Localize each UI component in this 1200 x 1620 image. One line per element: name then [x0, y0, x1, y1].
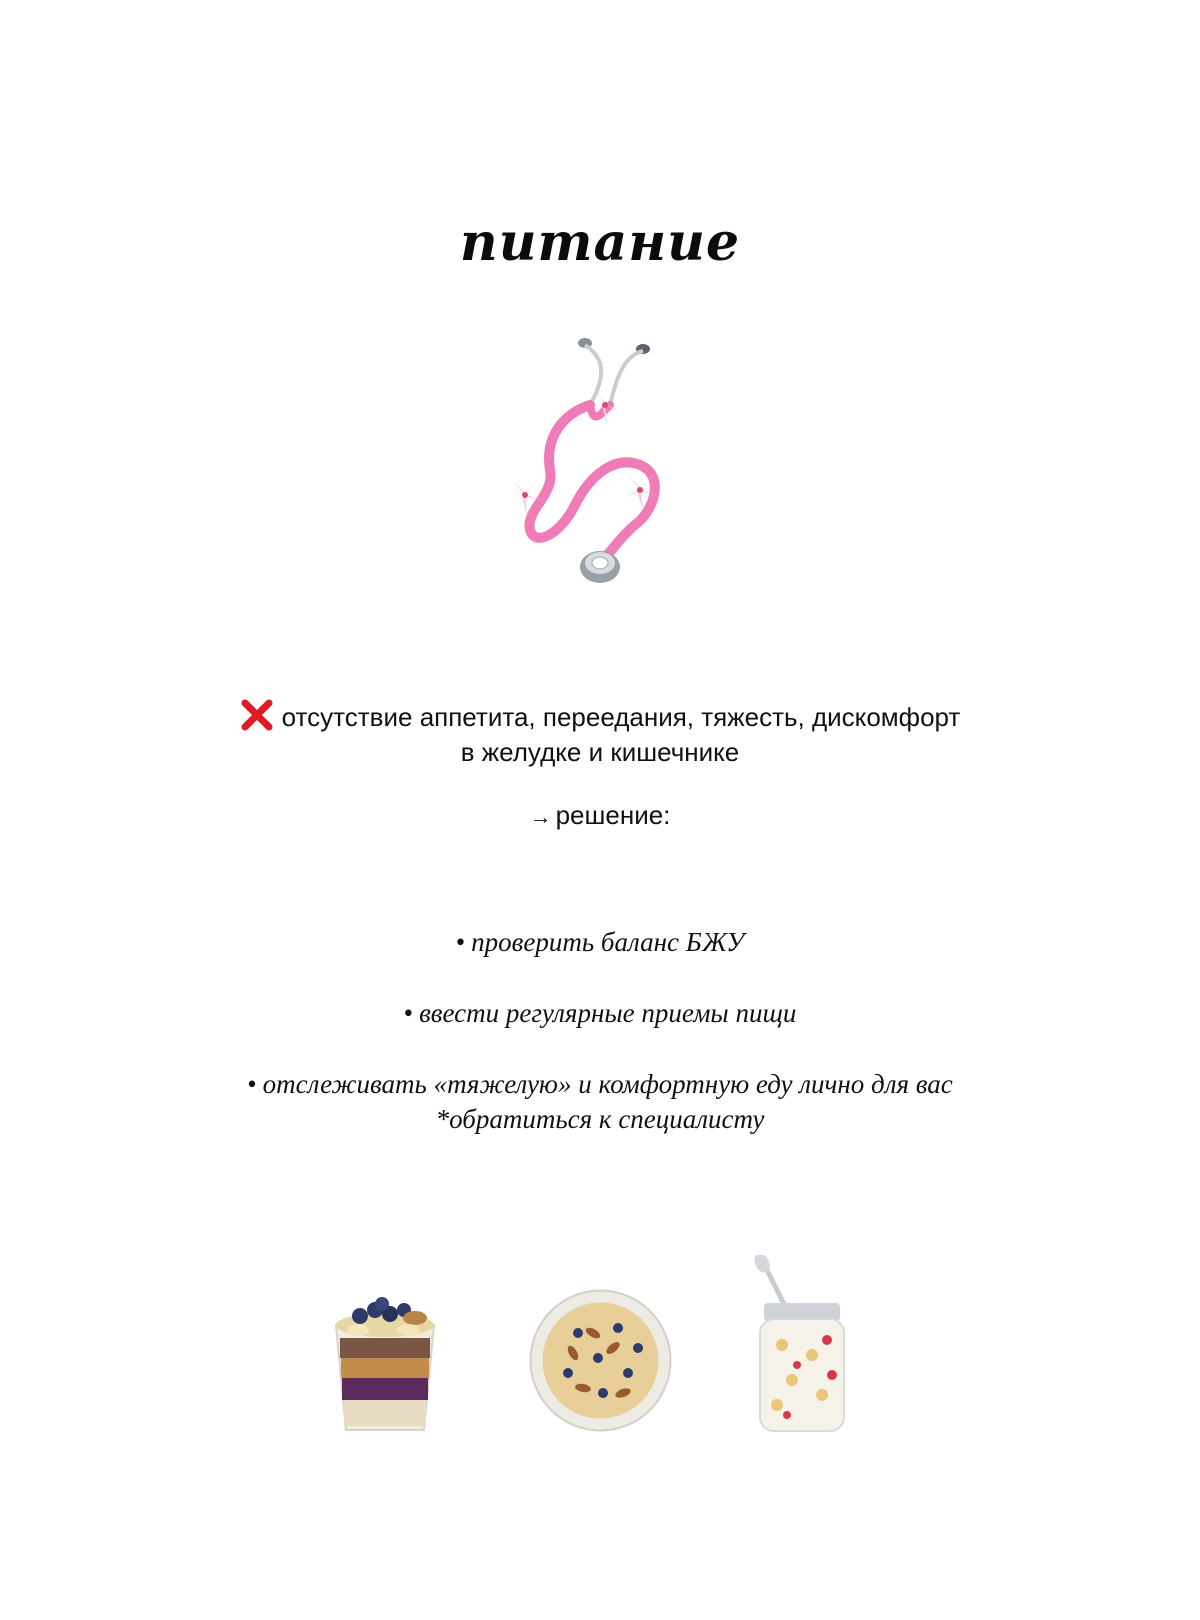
arrow-right-icon: → — [529, 804, 552, 829]
solution-text: отслеживать «тяжелую» и комфортную еду лично для вас — [262, 1069, 953, 1099]
solution-item — [150, 996, 1050, 1031]
solutions-list — [150, 925, 1050, 1137]
solution-item — [150, 1067, 1050, 1102]
solution-label: решение: — [555, 800, 671, 830]
stethoscope-illustration — [505, 335, 695, 605]
solution-text: ввести регулярные приемы пищи — [419, 998, 797, 1028]
problem-statement — [140, 698, 1060, 770]
bullet-icon: • — [403, 998, 414, 1028]
acai-parfait-cup-image — [330, 1250, 440, 1440]
cross-icon — [240, 698, 274, 732]
specialist-note: *обратиться к специалисту — [435, 1104, 765, 1134]
overnight-oats-jar-image — [752, 1255, 852, 1435]
solution-item — [150, 925, 1050, 960]
problem-line-1: отсутствие аппетита, переедания, тяжесть, дискомфорт — [281, 702, 961, 732]
page-title: питание — [459, 212, 741, 273]
oatmeal-bowl-image — [528, 1288, 673, 1433]
problem-line-2: в желудке и кишечнике — [460, 737, 740, 767]
solution-header — [0, 800, 1200, 831]
bullet-icon: • — [247, 1069, 257, 1099]
bullet-icon: • — [455, 927, 466, 957]
solution-text: проверить баланс БЖУ — [471, 927, 745, 957]
